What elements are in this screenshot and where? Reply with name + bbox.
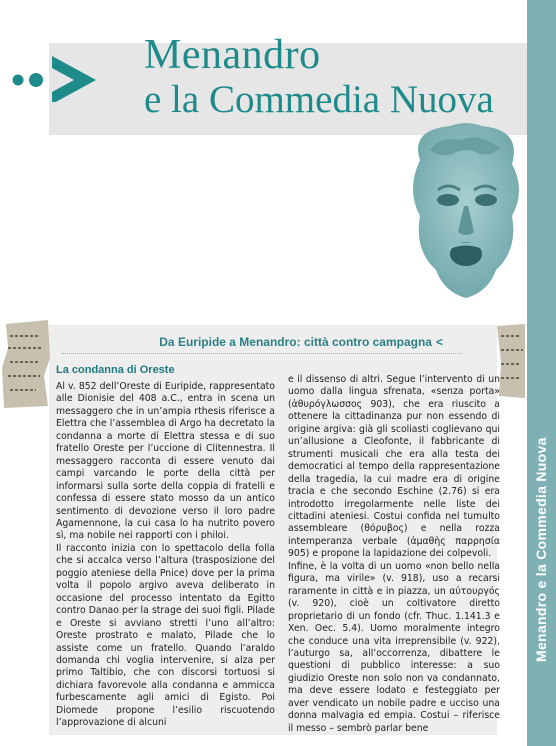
box-heading-mark: < <box>435 335 443 349</box>
dots-arrow-logo-icon <box>8 52 98 102</box>
paragraph: Al v. 852 dell’Oreste di Euripide, rappresentato alle Dionisie del 408 a.C., entra in scena un messaggero che in un’ampia rthesis riferisce a Elettra che l’assemblea di Argo ha decretato la condanna a morte di Elettra stessa e di suo fratello Oreste per l’uccione di Clitennestra. Il messaggero racconta di essere venuto dai campi varcando le porte della città per informarsi sulla sorte della coppia di fratelli e confessa di essere stato mosso da un antico sentimento di devozione verso il loro padre Agamennone, la cui casa lo ha nutrito povero sì, ma nobile nei rapporti con i philoi. <box>56 381 275 542</box>
text-column-2 <box>288 374 500 735</box>
theatre-mask-image <box>400 120 532 310</box>
paragraph: e il dissenso di altri. Segue l’intervento di un uomo dalla lingua sfrenata, «senza porta» (ἀθυρόγλωσσος 903), che era riuscito a ottenere la cittadinanza pur non essendo di origine argiva: già gli scoliasti coglievano qui un’allusione a Cleofonte, il fabbricante di strumenti musicali che era alla testa dei democratici al tempo della rappresentazione della tragedia, la cui madre era di origine tracia e che secondo Eschine (2.76) si era introdotto irregolarmente nelle liste dei cittadini ateniesi. Costui confida nel tumulto assembleare (θόρυβος) e nella rozza intemperanza verbale (ἀμαθὴς παρρησία 905) e propone la lapidazione dei colpevoli. <box>288 374 500 560</box>
text-column-1 <box>56 381 275 730</box>
box-heading <box>49 333 497 351</box>
papyrus-fragment-left-image <box>0 318 52 410</box>
side-label-text: Menandro e la Commedia Nuova <box>533 437 549 662</box>
side-label <box>527 0 556 746</box>
page-title <box>144 34 494 119</box>
box-heading-text: Da Euripide a Menandro: città contro campagna <box>159 335 432 349</box>
title-line-2: e la Commedia Nuova <box>144 78 494 121</box>
subheading: La condanna di Oreste <box>56 364 175 376</box>
title-line-1: Menandro <box>144 32 321 78</box>
paragraph: Infine, è la volta di un uomo «non bello nella figura, ma virile» (v. 918), uso a recarsi raramente in città e in piazza, un αὐτουργός (v. 920), cioè un coltivatore diretto proprietario di un fondo (cfr. Thuc. 1.141.3 e Xen. Oec. 5.4). Uomo moralmente integro che conduce una vita irreprensibile (v. 922), l’auturgo sa, all’occorrenza, dibattere le questioni di pubblico interesse: a suo giudizio Oreste non solo non va condannato, ma deve essere lodato e festeggiato per aver vendicato un nobile padre e ucciso una donna malvagia ed empia. Costui – riferisce il messo – sembrò parlar bene <box>288 560 500 734</box>
paragraph: Il racconto inizia con lo spettacolo della folla che si accalca verso l’altura (trasposizione del poggio ateniese della Pnice) dove per la prima volta il popolo argivo aveva deliberato in occasione del processo intentato da Egitto contro Danao per la strage dei suoi figli. Pilade e Oreste si avviano stretti l’uno all’altro: Oreste prostrato e malato, Pilade che lo assiste come un fratello. Quando l’araldo domanda chi voglia intervenire, si alza per primo Taltibio, che con discorsi tortuosi si dichiara favorevole alla condanna e ammicca furbescamente agli amici di Egisto. Poi Diomede propone l’esilio riscuotendo l’approvazione di alcuni <box>56 542 275 729</box>
heading-divider <box>62 353 462 355</box>
